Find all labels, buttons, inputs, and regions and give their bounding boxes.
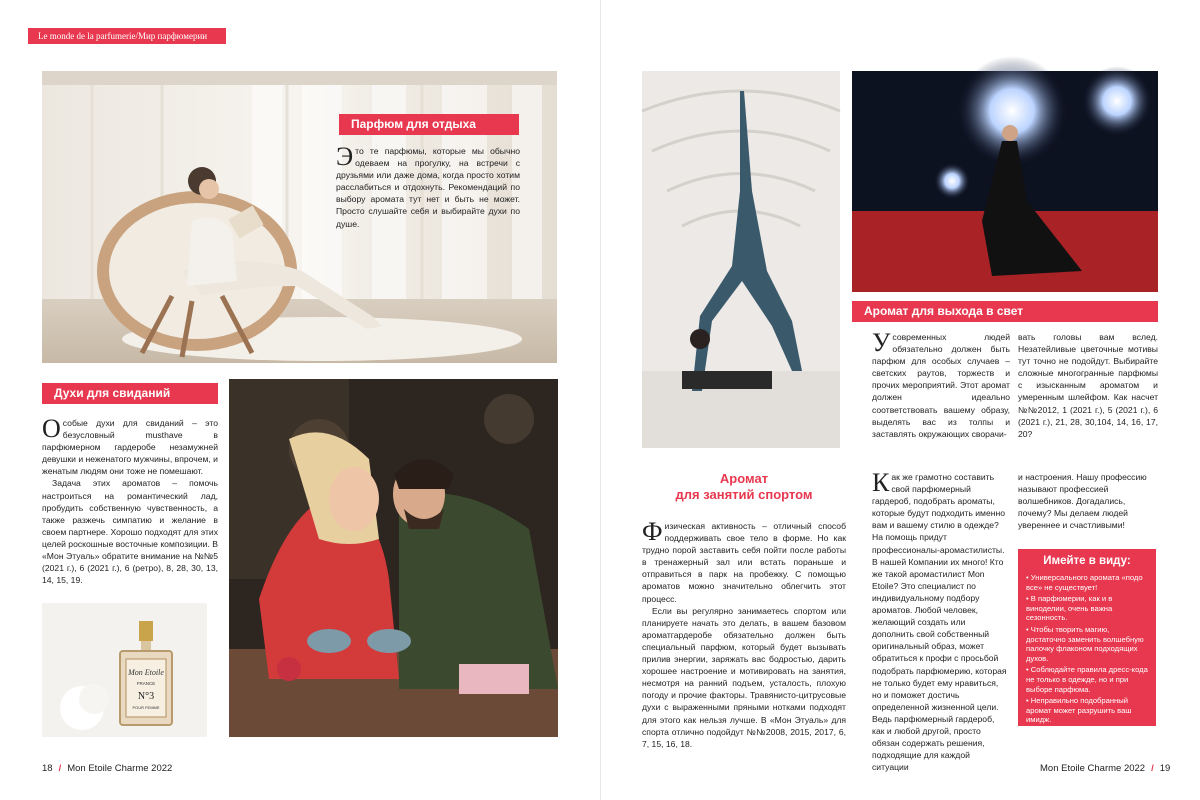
couple-photo — [229, 379, 558, 737]
note-item: • Соблюдайте правила дресс-кода не только в одежде, но и при выборе парфюма. — [1026, 665, 1148, 694]
note-box — [1018, 549, 1156, 726]
relax-title: Парфюм для отдыха — [339, 114, 519, 135]
evening-paragraph-1: современных людей обязательно должен быть парфюм для особых случаев – светских раутов, торжеств и прочих мероприятий. Этот аромат должен идеально соответствовать вашему образу, выделять вас из толпы и заставлять окружающих сворачи- — [872, 332, 1010, 439]
sport-paragraph-2: Если вы регулярно занимаетесь спортом или планируете начать это делать, в вашем базовом ароматгардеробе обязательно должен быть специальный парфюм, который будет вызывать прилив энергии, заряжать вас бодростью, дарить хорошее настроение и мотивировать на занятия, несмотря на ранний подъем, усталость, плохую погоду и прочие факторы. Травянисто-цитрусовые духи с выраженными пряными нотками подходят для этого как нельзя лучше. В «Мон Этуаль» для спорта отлично подойдут №№2008, 2015, 2017, 6, 7, 15, 16, 18. — [642, 605, 846, 749]
wardrobe-paragraph-1: ак же грамотно составить свой парфюмерный гардероб, подобрать ароматы, которые будут подходить именно вам и вашему стилю в одежде? На помощь придут профессионалы-аромастилисты. В нашей Компании их много! Кто же такой аромастилист Mon Etoile? Это специалист по индивидуальному подбору ароматов. Любой человек, желающий создать или дополнить свой собственный оригинальный образ, может обратиться к профи с просьбой подобрать парфюмерию, которая не только будет ему нравиться, но и поможет достичь определенной жизненной цели. Ведь парфюмерный гардероб, как и любой другой, просто обязан содержать решения, подходящие для каждой ситуации — [872, 472, 1007, 773]
dating-dropcap: О — [42, 414, 61, 443]
dating-title: Духи для свиданий — [42, 383, 218, 404]
evening-paragraph-2: вать головы вам вслед. Незатейливые цветочные мотивы тут точно не подойдут. Выбирайте сложные многогранные парфюмы с изысканным ароматом и умеренным шлейфом. Как насчет №№2012, 1 (2021 г.), 5 (2021 г.), 6 (2021 г.), 21, 28, 30,104, 14, 16, 17, 20? — [1018, 332, 1158, 439]
bottle-line: FRANCE — [136, 681, 156, 686]
dating-text — [42, 414, 218, 592]
note-item: • Чтобы творить магию, достаточно заменить волшебную палочку флаконом подходящих духов. — [1026, 625, 1148, 663]
dating-paragraph-2: Задача этих ароматов – помочь настроиться на романтический лад, пробудить собственную чувственность, а также разжечь симпатию и желание в своем партнере. Хорошо подходят для этих целей роскошные восточные композиции. В «Мон Этуаль» обратите внимание на №№5 (2021 г.), 6 (2021 г.), 6 (ретро), 8, 28, 30, 13, 14, 15, 19. — [42, 478, 218, 586]
note-item: • Неправильно подобранный аромат может разрушить ваш имидж. — [1026, 696, 1148, 725]
relax-text — [336, 142, 520, 229]
footer-right-magazine: Mon Etoile Charme 2022 — [1040, 763, 1146, 774]
relax-paragraph: то те парфюмы, которые мы обычно одеваем на прогулку, на встречи с друзьями или даже дома, когда просто хотим расслабиться и отдохнуть. Рекомендаций по выбору аромата тут нет и быть не может. Просто слушайте себя и выбирайте духи по душе. — [336, 146, 520, 229]
wardrobe-text-col2 — [1018, 471, 1158, 541]
perfume-bottle-photo — [42, 603, 207, 737]
red-carpet-photo — [852, 71, 1158, 292]
note-list — [1026, 573, 1148, 725]
wardrobe-text-col1 — [872, 468, 1008, 773]
footer-right — [1040, 763, 1170, 774]
relax-dropcap: Э — [336, 142, 354, 171]
dating-paragraph-1: собые духи для свиданий – это безусловный musthave в парфюмерном гардеробе незамужней девушки и неженатого мужчины, впрочем, и женатым людям они тоже не помешают. — [42, 418, 218, 477]
evening-dropcap: У — [872, 328, 891, 357]
section-header: Le monde de la parfumerie/Мир парфюмерии — [28, 28, 226, 44]
wardrobe-dropcap: К — [872, 468, 890, 497]
footer-left — [42, 763, 172, 774]
evening-title: Аромат для выхода в свет — [852, 301, 1158, 322]
yoga-photo — [642, 71, 840, 448]
note-item: • В парфюмерии, как и в виноделии, очень важна сезонность. — [1026, 594, 1148, 623]
bottle-brand: Mon Etoile — [128, 668, 164, 677]
evening-text-col2 — [1018, 331, 1158, 461]
sport-paragraph-1: изическая активность – отличный способ поддерживать свое тело в форме. Но как трудно порой заставить себя пойти после работы в тренажерный зал или встать пораньше и отправиться в парк на пробежку. С помощью ароматов можно значительно облегчить этот процесс. — [642, 521, 846, 604]
note-item: • Универсального аромата «подо все» не существует! — [1026, 573, 1148, 592]
footer-right-slash: / — [1151, 763, 1154, 774]
footer-left-page-number: 18 — [42, 763, 53, 774]
bottle-sub: POUR FEMME — [132, 705, 160, 710]
page-spine — [600, 0, 601, 800]
footer-right-page-number: 19 — [1159, 763, 1171, 774]
wardrobe-paragraph-2: и настроения. Нашу профессию называют профессией волшебников. Догадались, почему? Мы делаем людей увереннее и счастливыми! — [1018, 472, 1147, 531]
sport-text — [642, 517, 846, 749]
bottle-number: N°3 — [137, 691, 155, 702]
footer-left-slash: / — [58, 763, 62, 774]
sport-dropcap: Ф — [642, 517, 663, 546]
evening-text-col1 — [872, 328, 1010, 461]
note-title: Имейте в виду: — [1043, 555, 1131, 567]
footer-left-magazine: Mon Etoile Charme 2022 — [67, 763, 173, 774]
sport-title: Аромат для занятий спортом — [675, 471, 813, 502]
